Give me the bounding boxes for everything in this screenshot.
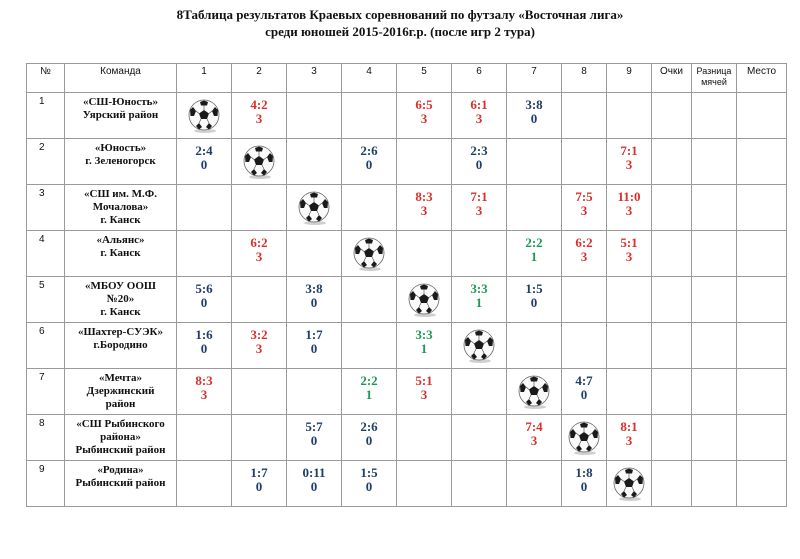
points-cell — [652, 139, 692, 185]
diagonal-ball-cell — [232, 139, 287, 185]
empty-cell — [452, 415, 507, 461]
diagonal-ball-cell — [397, 277, 452, 323]
match-points: 3 — [255, 111, 263, 126]
match-result-cell — [287, 461, 342, 507]
header-col-1: 1 — [177, 64, 232, 93]
match-result-cell — [562, 369, 607, 415]
header-goal-diff: Разница мячей — [692, 64, 737, 93]
empty-cell — [507, 185, 562, 231]
match-score: 7:1 — [470, 189, 488, 204]
match-result-cell — [287, 277, 342, 323]
match-result-cell — [177, 323, 232, 369]
goal-diff-cell — [692, 93, 737, 139]
empty-cell — [232, 369, 287, 415]
title-line-2: среди юношей 2015-2016г.р. (после игр 2 тура) — [265, 24, 535, 39]
empty-cell — [287, 369, 342, 415]
match-points: 0 — [200, 157, 208, 172]
match-points: 0 — [580, 479, 588, 494]
match-score: 1:8 — [575, 465, 593, 480]
points-cell — [652, 231, 692, 277]
match-score: 1:7 — [250, 465, 268, 480]
match-result-cell — [342, 415, 397, 461]
goal-diff-cell — [692, 323, 737, 369]
match-result-cell — [452, 185, 507, 231]
points-cell — [652, 277, 692, 323]
row-number: 2 — [27, 139, 65, 185]
match-points: 3 — [420, 387, 428, 402]
soccer-ball-icon — [187, 99, 221, 133]
empty-cell — [562, 93, 607, 139]
match-result-cell — [287, 323, 342, 369]
match-points: 3 — [200, 387, 208, 402]
team-name: «Мечта» Дзержинский район — [65, 369, 177, 415]
match-result-cell — [507, 415, 562, 461]
match-result-cell — [232, 231, 287, 277]
place-cell — [737, 139, 787, 185]
table-row — [27, 93, 787, 139]
match-score: 4:2 — [250, 97, 268, 112]
header-col-2: 2 — [232, 64, 287, 93]
goal-diff-cell — [692, 139, 737, 185]
row-number: 1 — [27, 93, 65, 139]
goal-diff-cell — [692, 277, 737, 323]
match-score: 0:11 — [302, 465, 326, 480]
match-score: 4:7 — [575, 373, 593, 388]
match-score: 1:5 — [360, 465, 378, 480]
match-points: 0 — [365, 433, 373, 448]
match-score: 7:4 — [525, 419, 543, 434]
match-score: 1:6 — [195, 327, 213, 342]
match-points: 3 — [625, 433, 633, 448]
match-score: 7:5 — [575, 189, 593, 204]
points-cell — [652, 369, 692, 415]
place-cell — [737, 185, 787, 231]
soccer-ball-icon — [352, 237, 386, 271]
diagonal-ball-cell — [452, 323, 507, 369]
header-col-5: 5 — [397, 64, 452, 93]
results-table — [26, 63, 787, 507]
match-points: 0 — [310, 295, 318, 310]
empty-cell — [232, 185, 287, 231]
match-score: 6:5 — [415, 97, 433, 112]
match-result-cell — [342, 369, 397, 415]
page-title — [0, 6, 800, 40]
match-points: 0 — [310, 433, 318, 448]
match-result-cell — [232, 93, 287, 139]
match-points: 0 — [530, 111, 538, 126]
match-result-cell — [177, 139, 232, 185]
diagonal-ball-cell — [607, 461, 652, 507]
match-result-cell — [562, 231, 607, 277]
match-result-cell — [342, 139, 397, 185]
match-points: 3 — [475, 203, 483, 218]
match-score: 11:0 — [617, 189, 641, 204]
match-score: 2:4 — [195, 143, 213, 158]
match-points: 1 — [365, 387, 373, 402]
team-name: «СШ-Юность» Уярский район — [65, 93, 177, 139]
match-points: 3 — [625, 249, 633, 264]
row-number: 5 — [27, 277, 65, 323]
match-score: 6:1 — [470, 97, 488, 112]
points-cell — [652, 415, 692, 461]
team-name: «Шахтер-СУЭК» г.Бородино — [65, 323, 177, 369]
empty-cell — [607, 93, 652, 139]
match-result-cell — [397, 369, 452, 415]
match-points: 0 — [255, 479, 263, 494]
match-score: 5:6 — [195, 281, 213, 296]
match-result-cell — [452, 139, 507, 185]
place-cell — [737, 323, 787, 369]
table-row — [27, 323, 787, 369]
place-cell — [737, 415, 787, 461]
empty-cell — [607, 277, 652, 323]
header-place: Место — [737, 64, 787, 93]
match-result-cell — [507, 231, 562, 277]
empty-cell — [342, 323, 397, 369]
empty-cell — [342, 277, 397, 323]
place-cell — [737, 277, 787, 323]
match-result-cell — [287, 415, 342, 461]
match-result-cell — [177, 369, 232, 415]
match-score: 7:1 — [620, 143, 638, 158]
title-line-1: 8Таблица результатов Краевых соревнований по футзалу «Восточная лига» — [176, 7, 624, 22]
match-result-cell — [507, 93, 562, 139]
match-points: 1 — [475, 295, 483, 310]
match-result-cell — [607, 415, 652, 461]
header-col-9: 9 — [607, 64, 652, 93]
place-cell — [737, 231, 787, 277]
match-score: 6:2 — [575, 235, 593, 250]
match-result-cell — [562, 461, 607, 507]
empty-cell — [452, 231, 507, 277]
header-col-3: 3 — [287, 64, 342, 93]
points-cell — [652, 323, 692, 369]
header-no: № — [27, 64, 65, 93]
match-points: 3 — [475, 111, 483, 126]
match-points: 3 — [420, 111, 428, 126]
match-score: 3:3 — [415, 327, 433, 342]
match-result-cell — [607, 139, 652, 185]
match-result-cell — [397, 323, 452, 369]
match-score: 2:3 — [470, 143, 488, 158]
match-score: 2:2 — [525, 235, 543, 250]
match-result-cell — [507, 277, 562, 323]
soccer-ball-icon — [567, 421, 601, 455]
goal-diff-cell — [692, 415, 737, 461]
match-result-cell — [342, 461, 397, 507]
match-score: 3:8 — [525, 97, 543, 112]
match-points: 1 — [420, 341, 428, 356]
match-score: 8:3 — [195, 373, 213, 388]
empty-cell — [397, 415, 452, 461]
match-score: 5:7 — [305, 419, 323, 434]
match-result-cell — [232, 461, 287, 507]
empty-cell — [287, 231, 342, 277]
match-points: 0 — [365, 479, 373, 494]
team-name: «Альянс» г. Канск — [65, 231, 177, 277]
header-col-4: 4 — [342, 64, 397, 93]
table-row — [27, 277, 787, 323]
table-row — [27, 231, 787, 277]
empty-cell — [507, 461, 562, 507]
match-points: 1 — [530, 249, 538, 264]
match-score: 5:1 — [415, 373, 433, 388]
match-points: 3 — [420, 203, 428, 218]
match-points: 0 — [200, 295, 208, 310]
match-points: 0 — [310, 479, 318, 494]
match-points: 0 — [475, 157, 483, 172]
soccer-ball-icon — [407, 283, 441, 317]
match-points: 0 — [580, 387, 588, 402]
match-points: 3 — [255, 341, 263, 356]
match-score: 2:2 — [360, 373, 378, 388]
match-score: 3:2 — [250, 327, 268, 342]
diagonal-ball-cell — [562, 415, 607, 461]
match-score: 3:8 — [305, 281, 323, 296]
empty-cell — [232, 277, 287, 323]
match-result-cell — [232, 323, 287, 369]
empty-cell — [452, 461, 507, 507]
place-cell — [737, 93, 787, 139]
team-name: «Родина» Рыбинский район — [65, 461, 177, 507]
row-number: 3 — [27, 185, 65, 231]
empty-cell — [232, 415, 287, 461]
match-points: 3 — [580, 203, 588, 218]
team-name: «МБОУ ООШ №20» г. Канск — [65, 277, 177, 323]
table-row — [27, 185, 787, 231]
header-team: Команда — [65, 64, 177, 93]
place-cell — [737, 369, 787, 415]
row-number: 6 — [27, 323, 65, 369]
header-points: Очки — [652, 64, 692, 93]
diagonal-ball-cell — [287, 185, 342, 231]
goal-diff-cell — [692, 231, 737, 277]
row-number: 4 — [27, 231, 65, 277]
row-number: 8 — [27, 415, 65, 461]
match-result-cell — [562, 185, 607, 231]
team-name: «Юность» г. Зеленогорск — [65, 139, 177, 185]
match-points: 0 — [310, 341, 318, 356]
table-body — [27, 93, 787, 507]
empty-cell — [607, 323, 652, 369]
row-number: 9 — [27, 461, 65, 507]
match-result-cell — [177, 277, 232, 323]
diagonal-ball-cell — [342, 231, 397, 277]
row-number: 7 — [27, 369, 65, 415]
header-col-7: 7 — [507, 64, 562, 93]
empty-cell — [397, 461, 452, 507]
soccer-ball-icon — [297, 191, 331, 225]
empty-cell — [562, 277, 607, 323]
goal-diff-cell — [692, 461, 737, 507]
goal-diff-cell — [692, 369, 737, 415]
empty-cell — [452, 369, 507, 415]
team-name: «СШ им. М.Ф. Мочалова» г. Канск — [65, 185, 177, 231]
empty-cell — [562, 323, 607, 369]
table-row — [27, 461, 787, 507]
match-points: 0 — [200, 341, 208, 356]
soccer-ball-icon — [612, 467, 646, 501]
empty-cell — [607, 369, 652, 415]
match-result-cell — [452, 277, 507, 323]
match-result-cell — [607, 231, 652, 277]
empty-cell — [177, 415, 232, 461]
empty-cell — [507, 323, 562, 369]
match-score: 2:6 — [360, 143, 378, 158]
empty-cell — [562, 139, 607, 185]
soccer-ball-icon — [517, 375, 551, 409]
header-col-6: 6 — [452, 64, 507, 93]
empty-cell — [397, 139, 452, 185]
diagonal-ball-cell — [177, 93, 232, 139]
match-points: 3 — [530, 433, 538, 448]
points-cell — [652, 93, 692, 139]
match-score: 2:6 — [360, 419, 378, 434]
match-result-cell — [452, 93, 507, 139]
place-cell — [737, 461, 787, 507]
team-name: «СШ Рыбинского района» Рыбинский район — [65, 415, 177, 461]
table-row — [27, 139, 787, 185]
goal-diff-cell — [692, 185, 737, 231]
empty-cell — [287, 93, 342, 139]
match-points: 0 — [365, 157, 373, 172]
match-result-cell — [397, 93, 452, 139]
match-score: 8:1 — [620, 419, 638, 434]
table-row — [27, 369, 787, 415]
table-row — [27, 415, 787, 461]
soccer-ball-icon — [242, 145, 276, 179]
points-cell — [652, 461, 692, 507]
header-col-8: 8 — [562, 64, 607, 93]
empty-cell — [177, 231, 232, 277]
match-score: 8:3 — [415, 189, 433, 204]
points-cell — [652, 185, 692, 231]
match-score: 1:5 — [525, 281, 543, 296]
diagonal-ball-cell — [507, 369, 562, 415]
match-points: 3 — [625, 203, 633, 218]
empty-cell — [342, 185, 397, 231]
empty-cell — [507, 139, 562, 185]
table-header-row — [27, 64, 787, 93]
empty-cell — [177, 461, 232, 507]
match-score: 3:3 — [470, 281, 488, 296]
match-points: 3 — [625, 157, 633, 172]
match-score: 5:1 — [620, 235, 638, 250]
empty-cell — [177, 185, 232, 231]
empty-cell — [397, 231, 452, 277]
match-score: 6:2 — [250, 235, 268, 250]
match-points: 3 — [580, 249, 588, 264]
match-result-cell — [397, 185, 452, 231]
match-points: 3 — [255, 249, 263, 264]
empty-cell — [287, 139, 342, 185]
match-result-cell — [607, 185, 652, 231]
soccer-ball-icon — [462, 329, 496, 363]
match-points: 0 — [530, 295, 538, 310]
empty-cell — [342, 93, 397, 139]
match-score: 1:7 — [305, 327, 323, 342]
